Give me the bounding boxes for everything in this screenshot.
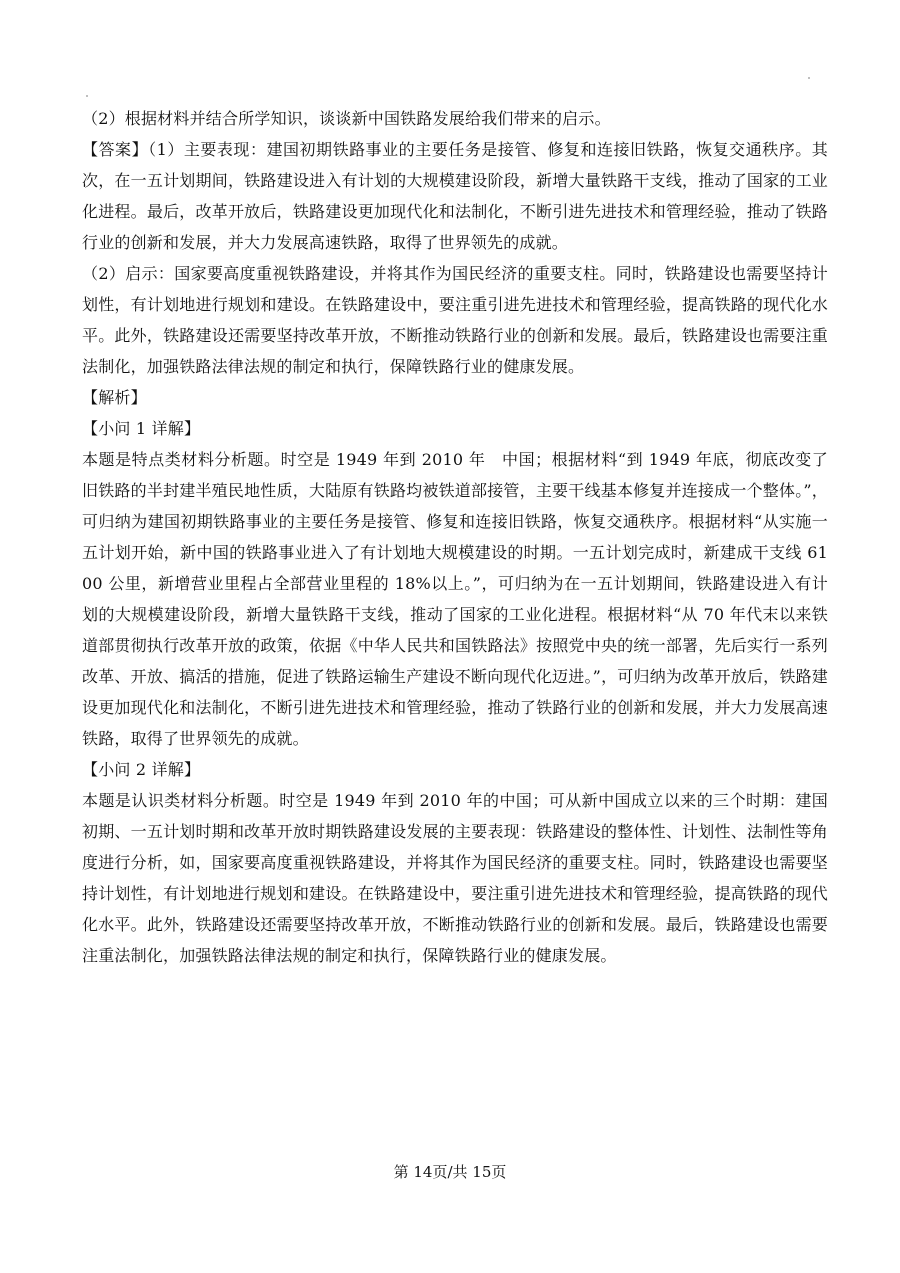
answer-part-1 <box>82 134 828 258</box>
answer-tag: 【答案】 <box>82 140 149 159</box>
analysis-tag: 【解析】 <box>82 388 147 407</box>
sub-question-2-title: 【小问 2 详解】 <box>82 760 201 779</box>
sub-question-1-text: 本题是特点类材料分析题。时空是 1949 年到 2010 年 中国；根据材料“到 1949 年底，彻底改变了旧铁路的半封建半殖民地性质，大陆原有铁路均被铁道部接管，主要干线基本修复并连接成一个整体。”，可归纳为建国初期铁路事业的主要任务是接管、修复和连接旧铁路，恢复交通秩序。根据材料“从实施一五计划开始，新中国的铁路事业进入了有计划地大规模建设的时期。一五计划完成时，新建成干支线 6100 公里，新增营业里程占全部营业里程的 18%以上。”，可归纳为在一五计划期间，铁路建设进入有计划的大规模建设阶段，新增大量铁路干支线，推动了国家的工业化进程。根据材料“从 70 年代末以来铁道部贯彻执行改革开放的政策，依据《中华人民共和国铁路法》按照党中央的统一部署，先后实行一系列改革、开放、搞活的措施，促进了铁路运输生产建设不断向现代化迈进。”，可归纳为改革开放后，铁路建设更加现代化和法制化，不断引进先进技术和管理经验，推动了铁路行业的创新和发展，并大力发展高速铁路，取得了世界领先的成就。 <box>82 450 828 748</box>
sub-question-2-text: 本题是认识类材料分析题。时空是 1949 年到 2010 年的中国；可从新中国成立以来的三个时期：建国初期、一五计划时期和改革开放时期铁路建设发展的主要表现：铁路建设的整体性、计划性、法制性等角度进行分析，如，国家要高度重视铁路建设，并将其作为国民经济的重要支柱。同时，铁路建设也需要坚持计划性，有计划地进行规划和建设。在铁路建设中，要注重引进先进技术和管理经验，提高铁路的现代化水平。此外，铁路建设还需要坚持改革开放，不断推动铁路行业的创新和发展。最后，铁路建设也需要注重法制化，加强铁路法律法规的制定和执行，保障铁路行业的健康发展。 <box>82 791 828 965</box>
sub-question-1-title: 【小问 1 详解】 <box>82 419 201 438</box>
document-body <box>82 103 828 971</box>
page-number: 第 14页/共 15页 <box>393 1163 507 1181</box>
scan-speck-right <box>808 77 810 79</box>
answer-part-2: （2）启示：国家要高度重视铁路建设，并将其作为国民经济的重要支柱。同时，铁路建设也需要坚持计划性，有计划地进行规划和建设。在铁路建设中，要注重引进先进技术和管理经验，提高铁路的现代化水平。此外，铁路建设还需要坚持改革开放，不断推动铁路行业的创新和发展。最后，铁路建设也需要注重法制化，加强铁路法律法规的制定和执行，保障铁路行业的健康发展。 <box>82 264 828 376</box>
question-2: （2）根据材料并结合所学知识，谈谈新中国铁路发展给我们带来的启示。 <box>82 109 611 128</box>
answer-part-1-text: （1）主要表现：建国初期铁路事业的主要任务是接管、修复和连接旧铁路，恢复交通秩序。其次，在一五计划期间，铁路建设进入有计划的大规模建设阶段，新增大量铁路干支线，推动了国家的工业化进程。最后，改革开放后，铁路建设更加现代化和法制化，不断引进先进技术和管理经验，推动了铁路行业的创新和发展，并大力发展高速铁路，取得了世界领先的成就。 <box>82 140 828 252</box>
scan-speck-left <box>86 95 88 97</box>
